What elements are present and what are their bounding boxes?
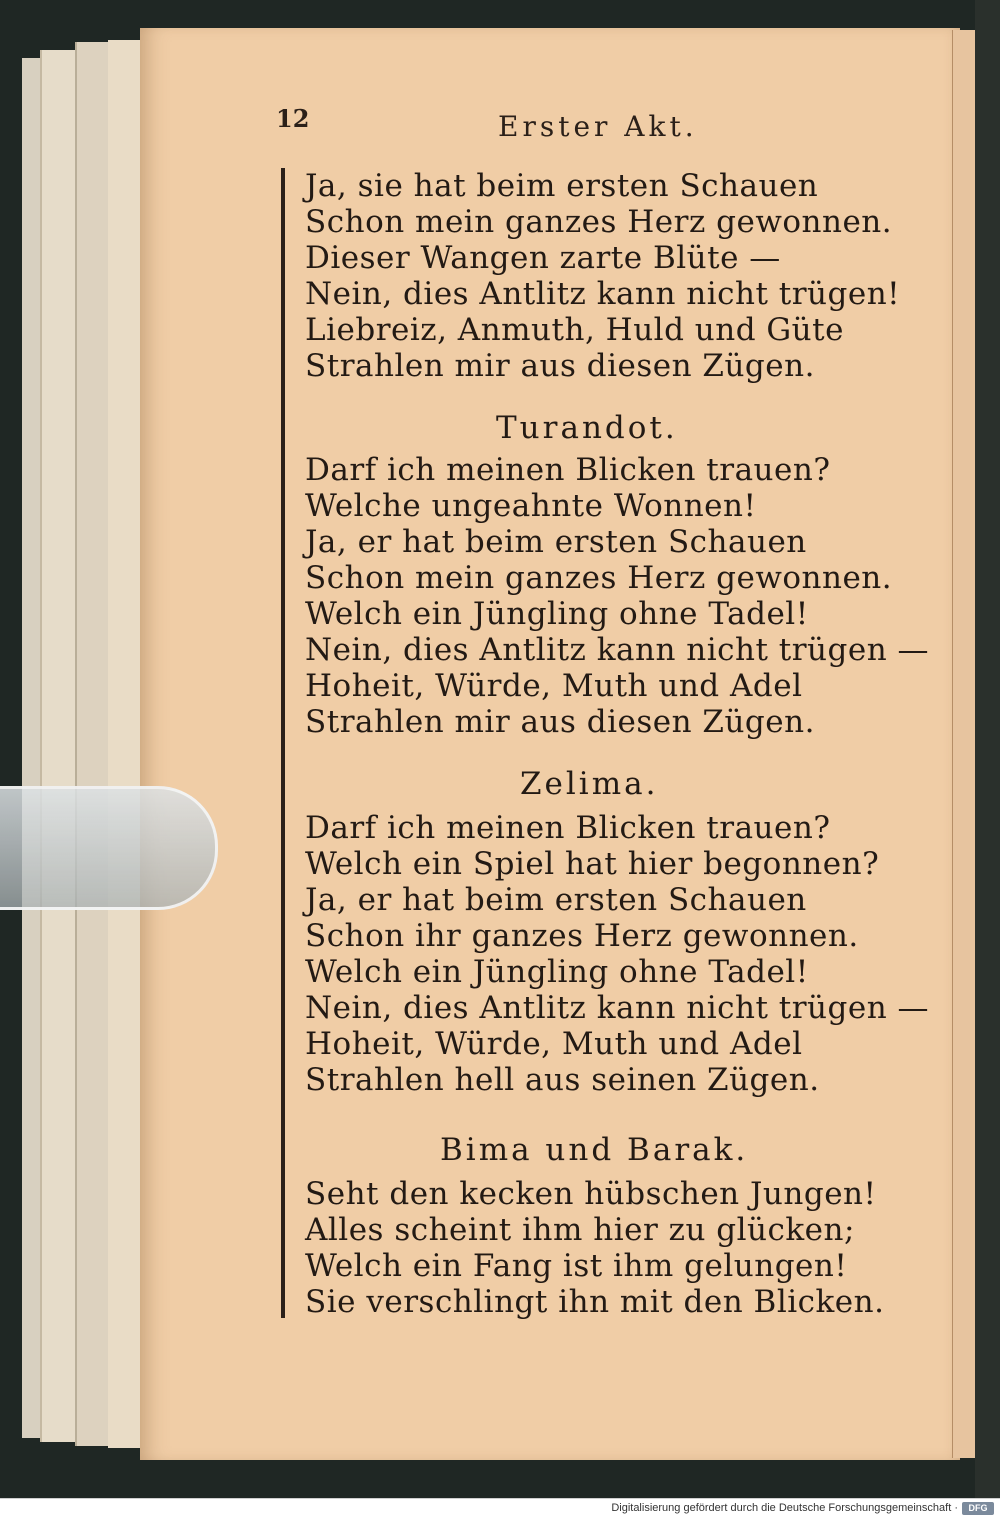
verse-line: Seht den kecken hübschen Jungen! [305,1176,877,1212]
verse-line: Alles scheint ihm hier zu glücken; [305,1212,855,1248]
verse-line: Schon mein ganzes Herz gewonnen. [305,560,893,596]
margin-bracket-line [281,168,285,1318]
verse-line: Nein, dies Antlitz kann nicht trügen! [305,276,901,312]
speaker-name: Zelima. [520,766,659,802]
verse-line: Darf ich meinen Blicken trauen? [305,452,831,488]
running-title: Erster Akt. [498,110,698,143]
verse-line: Schon ihr ganzes Herz gewonnen. [305,918,859,954]
verse-line: Dieser Wangen zarte Blüte — [305,240,781,276]
stanza-2 [305,452,929,740]
verse-line: Welch ein Spiel hat hier begonnen? [305,846,880,882]
stanza-4 [305,1176,884,1320]
verse-line: Welch ein Jüngling ohne Tadel! [305,954,809,990]
verse-line: Ja, sie hat beim ersten Schauen [305,168,819,204]
page-clip [0,786,218,910]
footer-bar [0,1498,1000,1519]
verse-line: Nein, dies Antlitz kann nicht trügen — [305,632,930,668]
verse-line: Welche ungeahnte Wonnen! [305,488,757,524]
page-number: 12 [276,104,310,133]
verse-line: Hoheit, Würde, Muth und Adel [305,1026,803,1062]
verse-line: Hoheit, Würde, Muth und Adel [305,668,803,704]
verse-line: Darf ich meinen Blicken trauen? [305,810,831,846]
verse-line: Strahlen mir aus diesen Zügen. [305,348,815,384]
stanza-1 [305,168,900,384]
speaker-name: Turandot. [496,410,678,446]
verse-line: Welch ein Fang ist ihm gelungen! [305,1248,848,1284]
funding-notice: Digitalisierung gefördert durch die Deutsche Forschungsgemeinschaft · [611,1502,958,1514]
verse-line: Strahlen hell aus seinen Zügen. [305,1062,820,1098]
verse-line: Welch ein Jüngling ohne Tadel! [305,596,809,632]
verse-line: Sie verschlingt ihn mit den Blicken. [305,1284,885,1320]
stanza-3 [305,810,929,1098]
verse-line: Ja, er hat beim ersten Schauen [305,524,807,560]
verse-line: Nein, dies Antlitz kann nicht trügen — [305,990,930,1026]
dfg-logo: DFG [962,1502,994,1515]
verse-line: Ja, er hat beim ersten Schauen [305,882,807,918]
verse-line: Liebreiz, Anmuth, Huld und Güte [305,312,844,348]
scan-border [975,0,1000,1498]
verse-line: Schon mein ganzes Herz gewonnen. [305,204,893,240]
speaker-name: Bima und Barak. [440,1132,749,1168]
verse-line: Strahlen mir aus diesen Zügen. [305,704,815,740]
